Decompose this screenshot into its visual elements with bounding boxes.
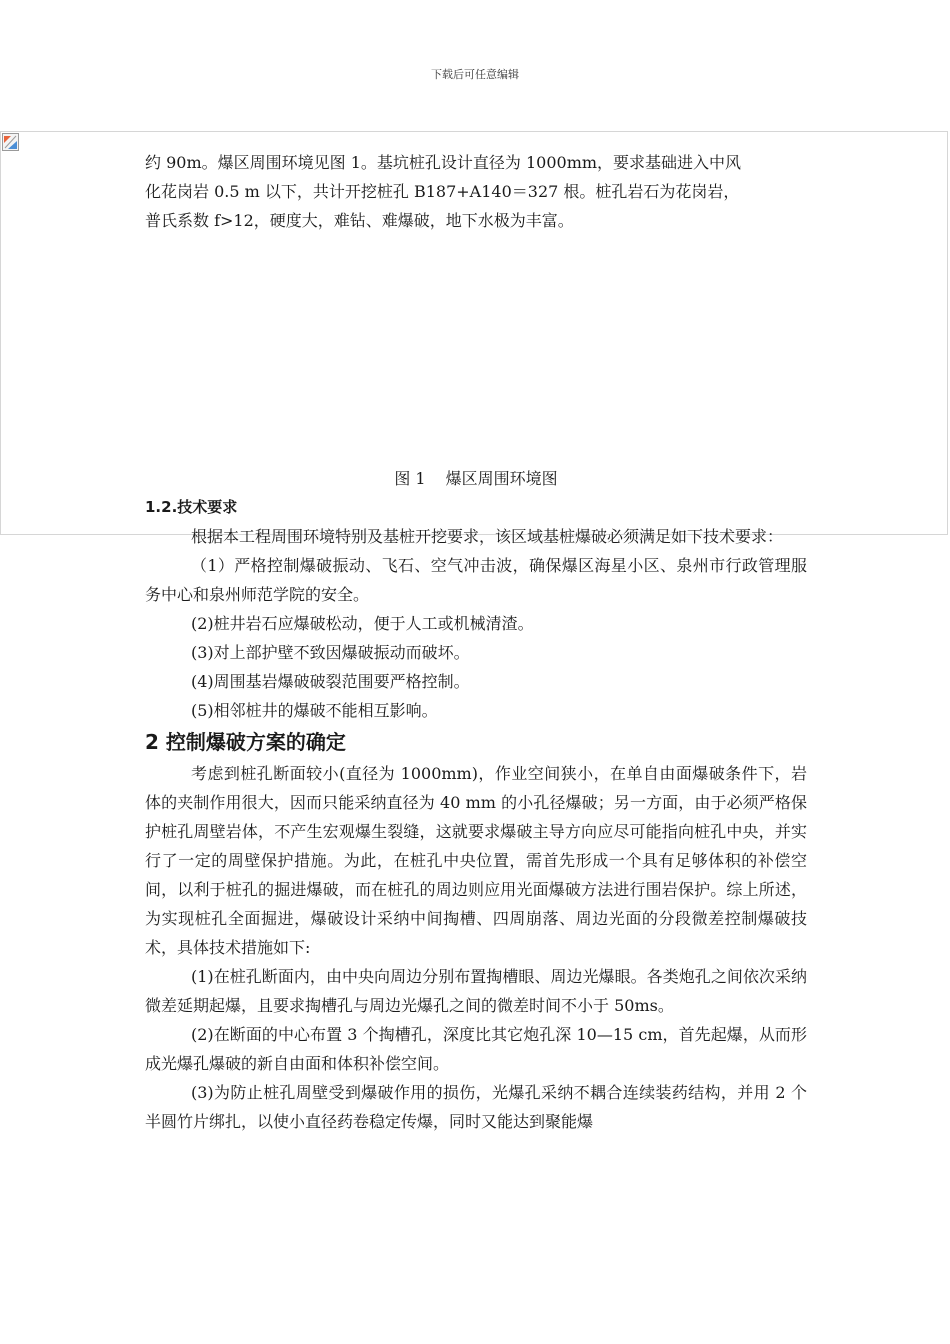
requirement-item: (3)对上部护壁不致因爆破振动而破坏。 xyxy=(191,643,470,662)
intro-line: 化花岗岩 0.5 m 以下，共计开挖桩孔 B187+A140＝327 根。桩孔岩石为花岗岩， xyxy=(145,182,740,201)
requirement-item: （1）严格控制爆破振动、飞石、空气冲击波，确保爆区海星小区、泉州市行政管理服务中心和泉州师范学院的安全。 xyxy=(145,556,807,604)
section-intro: 根据本工程周围环境特别及基桩开挖要求，该区域基桩爆破必须满足如下技术要求： xyxy=(191,527,784,546)
intro-line: 普氏系数 f>12，硬度大，难钻、难爆破，地下水极为丰富。 xyxy=(145,211,574,230)
intro-paragraph xyxy=(145,148,807,235)
requirement-item: (5)相邻桩井的爆破不能相互影响。 xyxy=(191,701,438,720)
broken-image-icon xyxy=(2,133,19,151)
measure-paragraph: (3)为防止桩孔周壁受到爆破作用的损伤，光爆孔采纳不耦合连续装药结构，并用 2 个半圆竹片绑扎，以使小直径药卷稳定传爆，同时又能达到聚能爆 xyxy=(145,1083,807,1131)
figure-caption-number: 图 1 xyxy=(394,469,426,488)
requirement-item: (2)桩井岩石应爆破松动，便于人工或机械清渣。 xyxy=(191,614,534,633)
measure-paragraph: (2)在断面的中心布置 3 个掏槽孔，深度比其它炮孔深 10—15 cm，首先起爆，从而形成光爆孔爆破的新自由面和体积补偿空间。 xyxy=(145,1025,807,1073)
section-heading-1-2: 1.2.技术要求 xyxy=(145,498,238,516)
measure-paragraph: (1)在桩孔断面内，由中央向周边分别布置掏槽眼、周边光爆眼。各类炮孔之间依次采纳微差延期起爆，且要求掏槽孔与周边光爆孔之间的微差时间不小于 50ms。 xyxy=(145,967,807,1015)
body-paragraph: 考虑到桩孔断面较小(直径为 1000mm)，作业空间狭小，在单自由面爆破条件下，岩体的夹制作用很大，因而只能采纳直径为 40 mm 的小孔径爆破；另一方面，由于必须严格保护桩孔周壁岩体，不产生宏观爆生裂缝，这就要求爆破主导方向应尽可能指向桩孔中央，并实行了一定的周壁保护措施。为此，在桩孔中央位置，需首先形成一个具有足够体积的补偿空间，以利于桩孔的掘进爆破，而在桩孔的周边则应用光面爆破方法进行围岩保护。综上所述，为实现桩孔全面掘进，爆破设计采纳中间掏槽、四周崩落、周边光面的分段微差控制爆破技术，具体技术措施如下: xyxy=(145,764,807,957)
intro-line: 约 90m。爆区周围环境见图 1。基坑桩孔设计直径为 1000mm，要求基础进入中风 xyxy=(145,153,742,172)
figure-caption-text: 爆区周围环境图 xyxy=(445,469,558,488)
requirement-item: (4)周围基岩爆破破裂范围要严格控制。 xyxy=(191,672,470,691)
body-sections xyxy=(145,493,807,1136)
header-note: 下载后可任意编辑 xyxy=(431,68,519,81)
figure-caption xyxy=(145,464,807,493)
section-heading-2: 2 控制爆破方案的确定 xyxy=(145,730,346,754)
